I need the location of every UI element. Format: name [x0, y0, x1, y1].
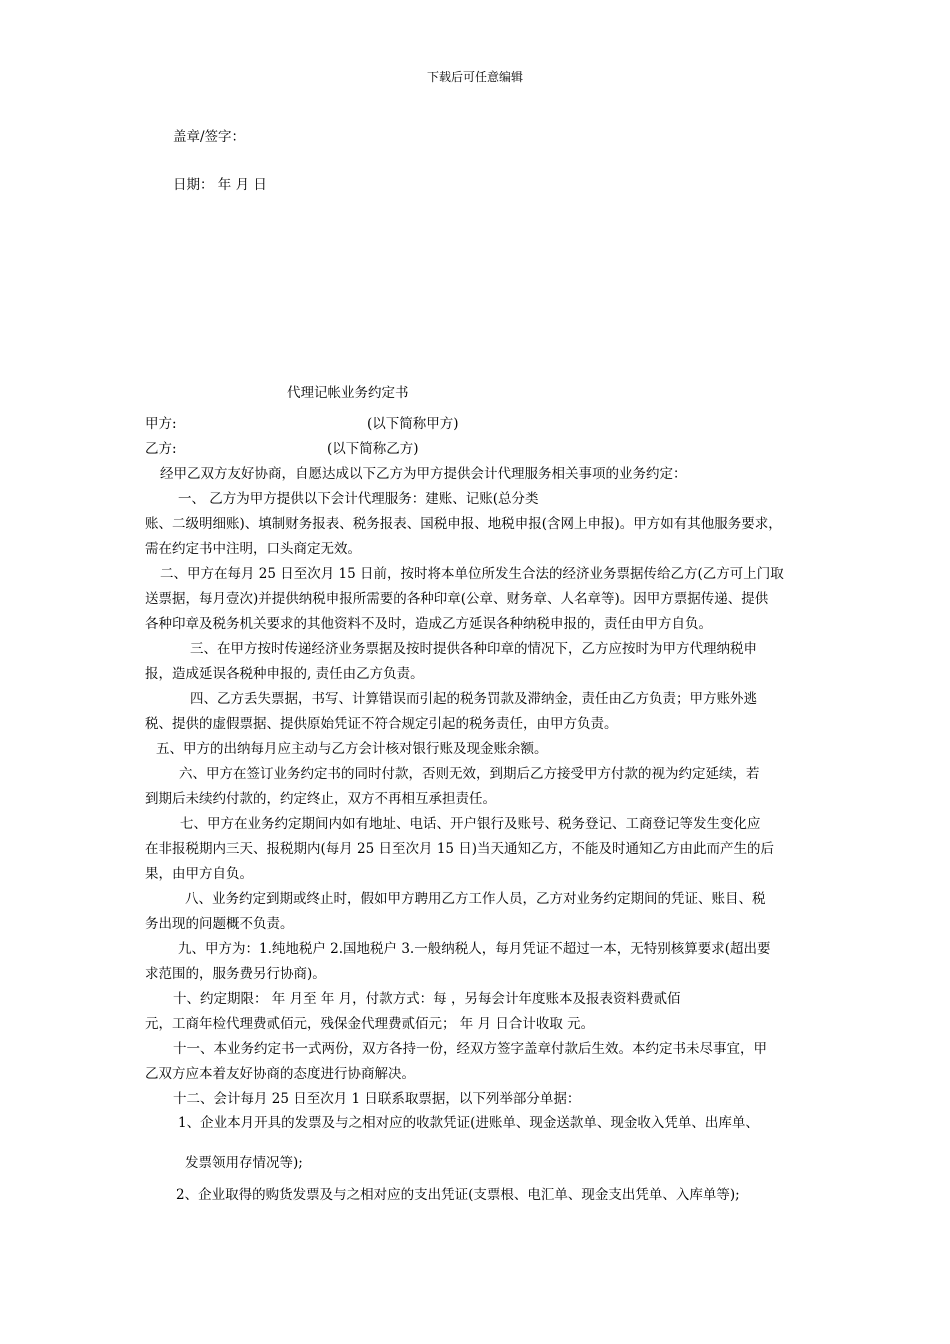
- clause-line: 十二、会计每月 25 日至次月 1 日联系取票据，以下列举部分单据：: [173, 1091, 581, 1107]
- clause-line: 到期后未续约付款的，约定终止，双方不再相互承担责任。: [145, 791, 496, 807]
- list-item: 发票领用存情况等);: [185, 1155, 303, 1171]
- clause-line: 七、甲方在业务约定期间内如有地址、电话、开户银行及账号、税务登记、工商登记等发生变化应: [180, 816, 761, 832]
- list-item: 2、企业取得的购货发票及与之相对应的支出凭证(支票根、电汇单、现金支出凭单、入库单等);: [176, 1187, 740, 1203]
- clause-line: 送票据，每月壹次)并提供纳税申报所需要的各种印章(公章、财务章、人名章等)。因甲方票据传递、提供: [145, 591, 769, 607]
- clause-line: 各种印章及税务机关要求的其他资料不及时，造成乙方延误各种纳税申报的，责任由甲方自负。: [145, 616, 712, 632]
- clause-line: 十、约定期限： 年 月至 年 月，付款方式：每 ，另每会计年度账本及报表资料费贰佰: [173, 991, 681, 1007]
- signature-label: 盖章/签字：: [173, 129, 246, 145]
- clause-line: 需在约定书中注明，口头商定无效。: [145, 541, 361, 557]
- clause-line: 账、二级明细账)、填制财务报表、税务报表、国税申报、地税申报(含网上申报)。甲方如有其他服务要求，: [145, 516, 782, 532]
- clause-line: 税、提供的虚假票据、提供原始凭证不符合规定引起的税务责任，由甲方负责。: [145, 716, 618, 732]
- list-item: 1、企业本月开具的发票及与之相对应的收款凭证(进账单、现金送款单、现金收入凭单、出库单、: [178, 1115, 759, 1131]
- clause-line: 元，工商年检代理费贰佰元，残保金代理费贰佰元； 年 月 日合计收取 元。: [145, 1016, 595, 1032]
- clause-line: 九、甲方为：1.纯地税户 2.国地税户 3.一般纳税人，每月凭证不超过一本，无特别核算要求(超出要: [178, 941, 771, 957]
- intro-line: 经甲乙双方友好协商，自愿达成以下乙方为甲方提供会计代理服务相关事项的业务约定：: [160, 466, 687, 482]
- clause-line: 一、 乙方为甲方提供以下会计代理服务：建账、记账(总分类: [178, 491, 539, 507]
- party-b-label: 乙方:: [145, 441, 177, 457]
- clause-line: 二、甲方在每月 25 日至次月 15 日前，按时将本单位所发生合法的经济业务票据传给乙方(乙方可上门取: [160, 566, 784, 582]
- clause-line: 十一、本业务约定书一式两份，双方各持一份，经双方签字盖章付款后生效。本约定书未尽事宜，甲: [173, 1041, 767, 1057]
- clause-line: 四、乙方丢失票据，书写、计算错误而引起的税务罚款及滞纳金，责任由乙方负责；甲方账外逃: [190, 691, 757, 707]
- clause-line: 在非报税期内三天、报税期内(每月 25 日至次月 15 日)当天通知乙方，不能及时通知乙方由此而产生的后: [145, 841, 775, 857]
- clause-line: 三、在甲方按时传递经济业务票据及按时提供各种印章的情况下，乙方应按时为甲方代理纳税申: [190, 641, 757, 657]
- party-a-label: 甲方:: [145, 416, 177, 432]
- party-b-note: (以下简称乙方): [327, 441, 419, 457]
- date-label: 日期： 年 月 日: [173, 177, 267, 193]
- clause-line: 报，造成延误各税种申报的, 责任由乙方负责。: [145, 666, 424, 682]
- page-header: 下载后可任意编辑: [426, 70, 523, 84]
- clause-line: 五、甲方的出纳每月应主动与乙方会计核对银行账及现金账余额。: [156, 741, 548, 757]
- clause-line: 八、业务约定到期或终止时，假如甲方聘用乙方工作人员，乙方对业务约定期间的凭证、账目、税: [185, 891, 766, 907]
- clause-line: 务出现的问题概不负责。: [145, 916, 294, 932]
- clause-line: 果，由甲方自负。: [145, 866, 253, 882]
- clause-line: 乙双方应本着友好协商的态度进行协商解决。: [145, 1066, 415, 1082]
- clause-line: 求范围的，服务费另行协商)。: [145, 966, 326, 982]
- document-title: 代理记帐业务约定书: [287, 385, 409, 401]
- party-a-note: (以下简称甲方): [367, 416, 459, 432]
- clause-line: 六、甲方在签订业务约定书的同时付款，否则无效，到期后乙方接受甲方付款的视为约定延续，若: [179, 766, 760, 782]
